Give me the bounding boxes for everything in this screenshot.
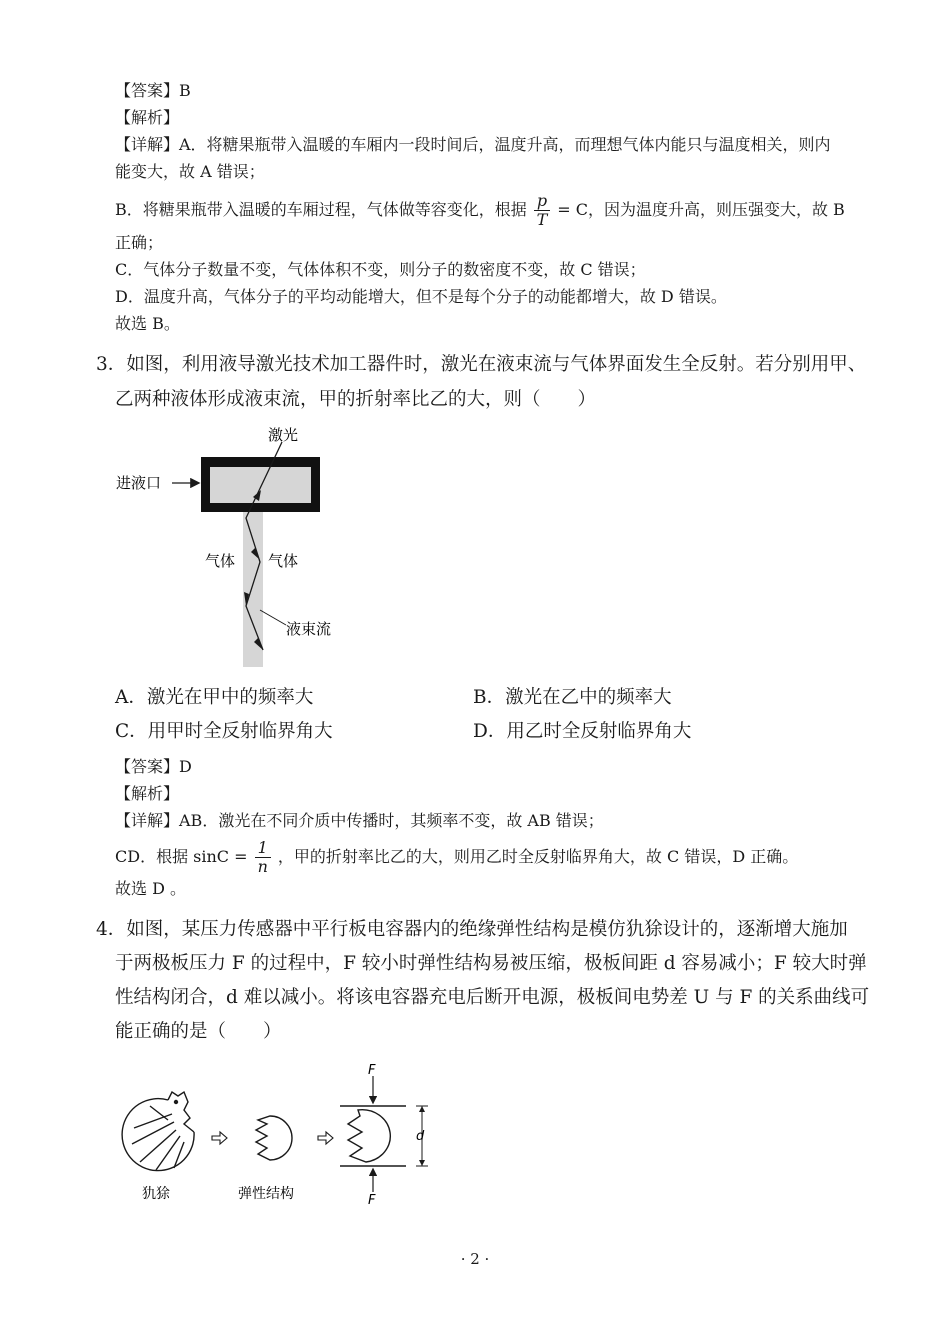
- gas-right-label: 气体: [268, 552, 299, 570]
- inlet-label: 进液口: [116, 474, 162, 492]
- detail-text: CD．根据 sinC =: [115, 847, 248, 866]
- laser-label: 激光: [268, 426, 299, 444]
- armadillo-figure: [110, 1058, 450, 1208]
- option-d[interactable]: D．用乙时全反射临界角大: [473, 721, 692, 742]
- fraction-p-over-t: [534, 192, 550, 229]
- detail-text: = C，因为温度升高，则压强变大，故 B: [557, 200, 845, 219]
- elastic-structure-label: 弹性结构: [238, 1186, 294, 1202]
- denominator: n: [257, 857, 268, 876]
- question-3-line: 3．如图，利用液导激光技术加工器件时，激光在液束流与气体界面发生全反射。若分别用甲、: [96, 354, 867, 375]
- detail-line: 故选 D 。: [115, 879, 187, 898]
- question-4-line: 性结构闭合，d 难以减小。将该电容器充电后断开电源，极板间电势差 U 与 F 的关系曲线可: [115, 987, 870, 1008]
- denominator: T: [536, 210, 548, 229]
- transition-arrow: [212, 1132, 227, 1144]
- question-4-line: 于两极板压力 F 的过程中，F 较小时弹性结构易被压缩，极板间距 d 容易减小；F 较大时弹: [115, 953, 867, 974]
- detail-line: 能变大，故 A 错误；: [115, 162, 265, 181]
- analysis-label: 【解析】: [115, 784, 180, 803]
- option-b[interactable]: B．激光在乙中的频率大: [473, 687, 672, 708]
- numerator: 1: [255, 839, 271, 858]
- elastic-structure-shape: [256, 1116, 292, 1160]
- detail-line: 【详解】A．将糖果瓶带入温暖的车厢内一段时间后，温度升高，而理想气体内能只与温度相关，则内: [115, 135, 831, 154]
- gap-arrowhead: [419, 1106, 425, 1112]
- option-a[interactable]: A．激光在甲中的频率大: [115, 687, 314, 708]
- fraction-1-over-n: [255, 839, 271, 876]
- analysis-label: 【解析】: [115, 108, 180, 127]
- detail-line: C．气体分子数量不变，气体体积不变，则分子的数密度不变，故 C 错误；: [115, 260, 646, 279]
- transition-arrow: [318, 1132, 333, 1144]
- question-4-line: 能正确的是（ ）: [115, 1021, 282, 1042]
- gas-left-label: 气体: [205, 552, 236, 570]
- laser-figure: [100, 420, 360, 675]
- question-4-line: 4．如图，某压力传感器中平行板电容器内的绝缘弹性结构是模仿犰狳设计的，逐渐增大施加: [96, 919, 848, 940]
- page-number: · 2 ·: [460, 1250, 490, 1268]
- force-bottom-label: F: [368, 1193, 376, 1208]
- detail-line: 【详解】AB．激光在不同介质中传播时，其频率不变，故 AB 错误；: [115, 811, 604, 830]
- detail-line: D．温度升高，气体分子的平均动能增大，但不是每个分子的动能都增大，故 D 错误。: [115, 287, 727, 306]
- detail-line-formula: [115, 839, 798, 876]
- numerator: p: [534, 192, 550, 211]
- answer-label: 【答案】B: [115, 81, 191, 100]
- compressed-structure-shape: [348, 1110, 390, 1162]
- nozzle-cavity: [210, 467, 311, 503]
- armadillo-label: 犰狳: [142, 1186, 170, 1202]
- force-top-label: F: [368, 1063, 376, 1078]
- armadillo-icon: [122, 1092, 194, 1171]
- stream-leader-line: [260, 610, 286, 625]
- detail-line: 故选 B。: [115, 314, 180, 333]
- stream-label: 液束流: [286, 620, 332, 638]
- question-3-line: 乙两种液体形成液束流，甲的折射率比乙的大，则（ ）: [115, 389, 597, 410]
- detail-text: ，甲的折射率比乙的大，则用乙时全反射临界角大，故 C 错误，D 正确。: [277, 847, 799, 866]
- gap-arrowhead: [419, 1160, 425, 1166]
- gap-label: d: [416, 1129, 425, 1144]
- detail-line: 正确；: [115, 233, 164, 252]
- detail-line-formula: [115, 192, 845, 229]
- answer-label: 【答案】D: [115, 757, 192, 776]
- detail-text: B．将糖果瓶带入温暖的车厢过程，气体做等容变化，根据: [115, 200, 527, 219]
- option-c[interactable]: C．用甲时全反射临界角大: [115, 721, 333, 742]
